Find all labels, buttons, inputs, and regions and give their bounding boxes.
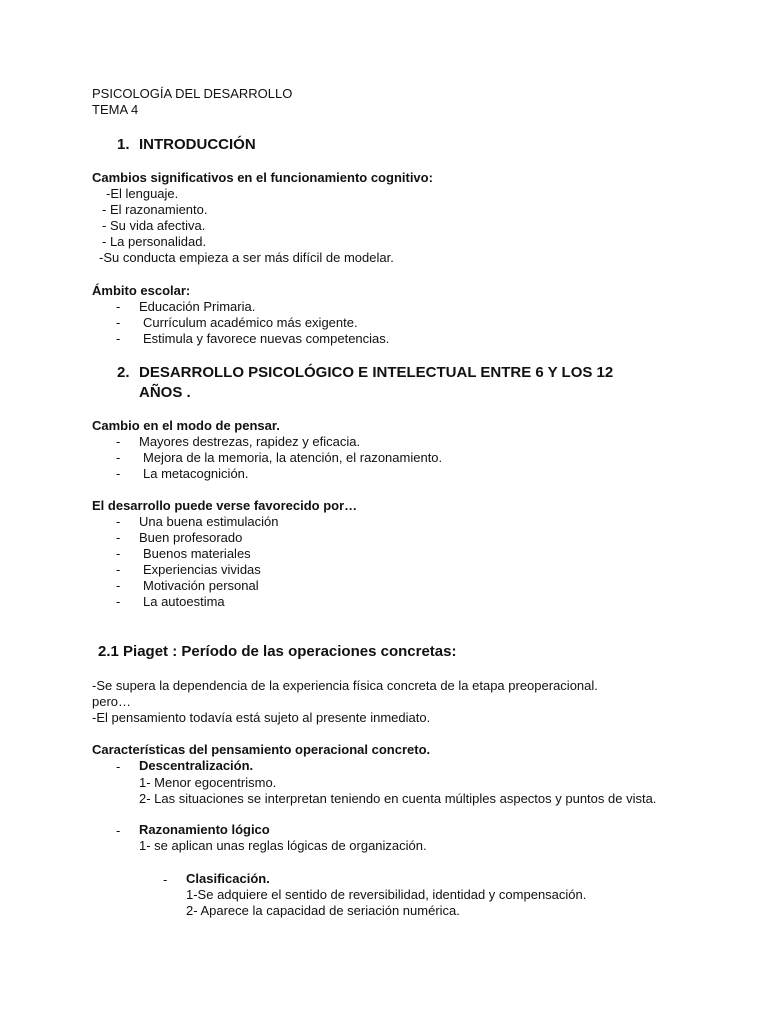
list-dash: - [116, 299, 121, 314]
section-2-1-title: 2.1 Piaget : Período de las operaciones concretas: [98, 643, 457, 660]
favorecido-item: Motivación personal [143, 578, 259, 593]
ambito-item: Estimula y favorece nuevas competencias. [143, 331, 390, 346]
ambito-item: Educación Primaria. [139, 299, 256, 314]
clasificacion-item: 1-Se adquiere el sentido de reversibilidad, identidad y compensación. [186, 887, 587, 902]
favorecido-heading: El desarrollo puede verse favorecido por… [92, 498, 358, 513]
piaget-line: -Se supera la dependencia de la experiencia física concreta de la etapa preoperacional. [92, 678, 598, 693]
favorecido-item: La autoestima [143, 594, 225, 609]
clasificacion-label: Clasificación. [186, 871, 270, 886]
list-dash: - [116, 578, 121, 593]
cambios-item: - Su vida afectiva. [102, 218, 206, 233]
cambio-modo-heading: Cambio en el modo de pensar. [92, 418, 280, 433]
favorecido-item: Buen profesorado [139, 530, 243, 545]
favorecido-item: Experiencias vividas [143, 562, 261, 577]
section-2-title-line2: AÑOS . [139, 384, 191, 401]
list-dash: - [116, 450, 121, 465]
list-dash: - [116, 331, 121, 346]
cambios-item: - El razonamiento. [102, 202, 208, 217]
descentralizacion-item: 1- Menor egocentrismo. [139, 775, 277, 790]
cambios-item: -El lenguaje. [106, 186, 179, 201]
tema-label: TEMA 4 [92, 102, 139, 117]
clasificacion-item: 2- Aparece la capacidad de seriación numérica. [186, 903, 460, 918]
list-dash: - [116, 466, 121, 481]
list-dash: - [116, 530, 121, 545]
cambios-heading: Cambios significativos en el funcionamiento cognitivo: [92, 170, 433, 185]
section-2-number: 2. [117, 364, 130, 381]
section-1-number: 1. [117, 136, 130, 153]
list-dash: - [116, 546, 121, 561]
list-dash: - [116, 562, 121, 577]
subject-title: PSICOLOGÍA DEL DESARROLLO [92, 86, 293, 101]
section-2-title-line1: DESARROLLO PSICOLÓGICO E INTELECTUAL ENTRE 6 Y LOS 12 [139, 364, 614, 381]
ambito-item: Currículum académico más exigente. [143, 315, 358, 330]
cambios-item: - La personalidad. [102, 234, 207, 249]
razonamiento-label: Razonamiento lógico [139, 822, 270, 837]
list-dash: - [116, 759, 121, 774]
cambios-item: -Su conducta empieza a ser más difícil de modelar. [99, 250, 394, 265]
cambio-modo-item: Mayores destrezas, rapidez y eficacia. [139, 434, 361, 449]
list-dash: - [116, 434, 121, 449]
descentralizacion-item: 2- Las situaciones se interpretan teniendo en cuenta múltiples aspectos y puntos de vista. [139, 791, 657, 806]
section-1-title: INTRODUCCIÓN [139, 136, 256, 153]
ambito-heading: Ámbito escolar: [92, 283, 191, 298]
razonamiento-item: 1- se aplican unas reglas lógicas de organización. [139, 838, 427, 853]
list-dash: - [116, 315, 121, 330]
list-dash: - [116, 823, 121, 838]
cambio-modo-item: Mejora de la memoria, la atención, el razonamiento. [143, 450, 443, 465]
cambio-modo-item: La metacognición. [143, 466, 249, 481]
descentralizacion-label: Descentralización. [139, 758, 254, 773]
list-dash: - [116, 594, 121, 609]
favorecido-item: Una buena estimulación [139, 514, 279, 529]
list-dash: - [163, 872, 168, 887]
caracteristicas-heading: Características del pensamiento operacional concreto. [92, 742, 431, 757]
list-dash: - [116, 514, 121, 529]
favorecido-item: Buenos materiales [143, 546, 251, 561]
piaget-line: pero… [92, 694, 132, 709]
piaget-line: -El pensamiento todavía está sujeto al presente inmediato. [92, 710, 431, 725]
